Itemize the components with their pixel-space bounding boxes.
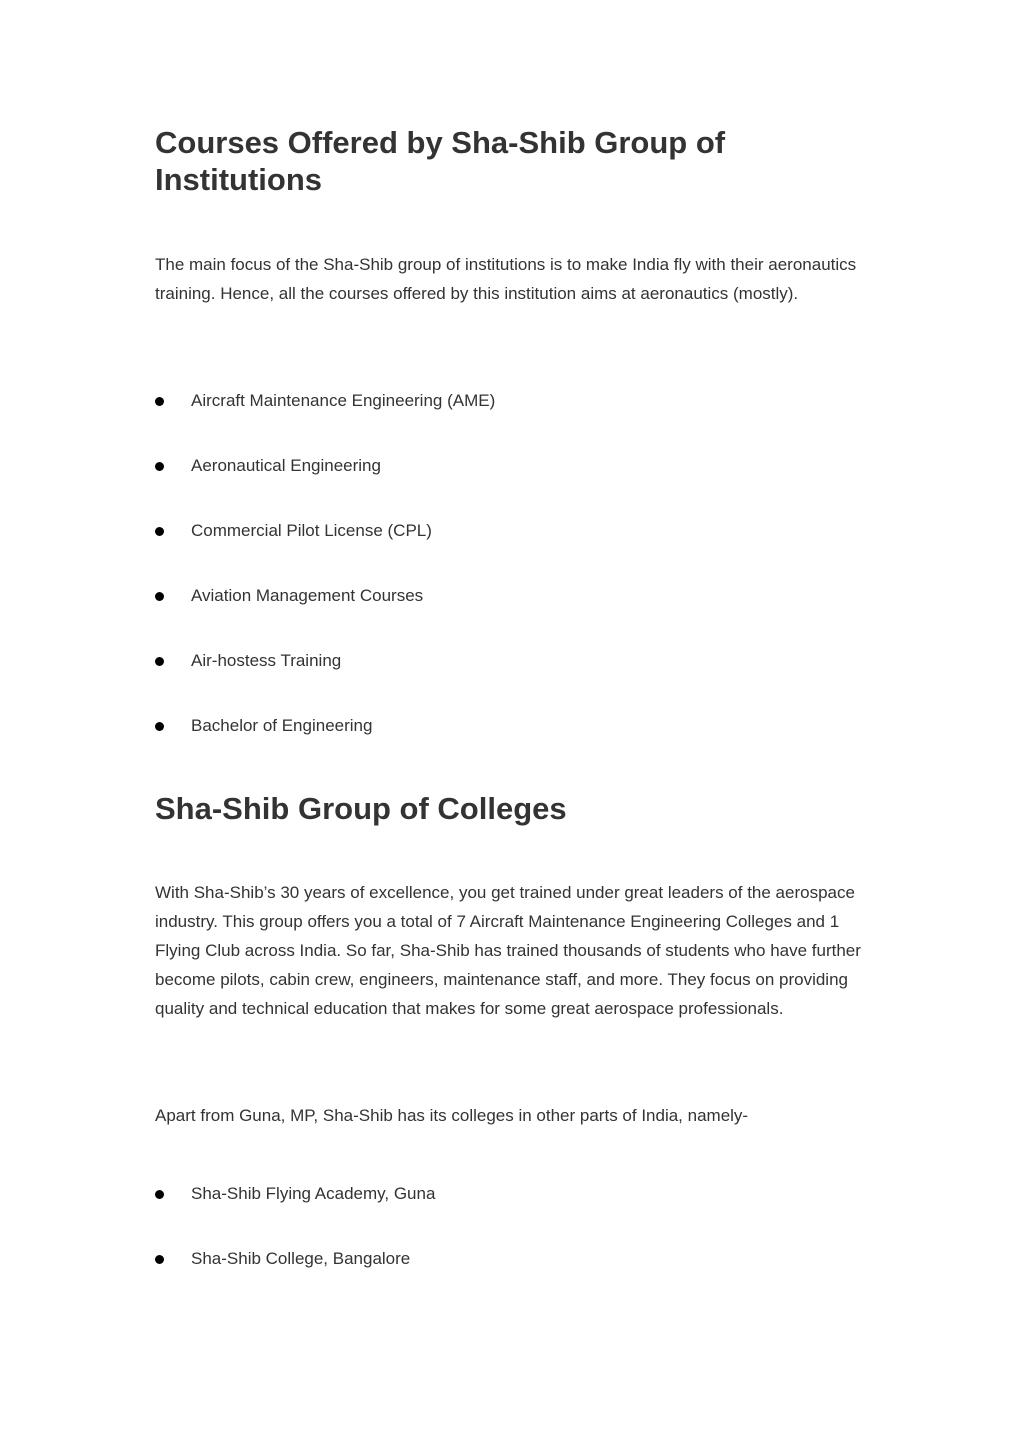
course-label: Aviation Management Courses (191, 586, 424, 605)
bullet-icon (155, 527, 164, 536)
section-heading-courses: Courses Offered by Sha-Shib Group of Institutions (155, 125, 726, 197)
list-item (155, 519, 432, 543)
course-label: Aircraft Maintenance Engineering (AME) (191, 391, 496, 410)
bullet-icon (155, 592, 164, 601)
bullet-icon (155, 462, 164, 471)
list-item (155, 389, 495, 413)
section-heading-colleges: Sha-Shib Group of Colleges (155, 791, 567, 826)
list-item (155, 1182, 435, 1206)
bullet-icon (155, 397, 164, 406)
bullet-icon (155, 722, 164, 731)
list-item (155, 584, 423, 608)
college-label: Sha-Shib Flying Academy, Guna (191, 1184, 436, 1203)
list-item (155, 714, 372, 738)
list-item (155, 1247, 410, 1271)
bullet-icon (155, 1190, 164, 1199)
course-label: Air-hostess Training (191, 651, 342, 670)
list-item (155, 649, 341, 673)
locations-paragraph: Apart from Guna, MP, Sha-Shib has its colleges in other parts of India, namely- (155, 1106, 749, 1125)
course-label: Aeronautical Engineering (191, 456, 381, 475)
course-label: Commercial Pilot License (CPL) (191, 521, 432, 540)
bullet-icon (155, 657, 164, 666)
course-label: Bachelor of Engineering (191, 716, 373, 735)
colleges-paragraph: With Sha-Shib’s 30 years of excellence, you get trained under great leaders of the aerospace industry. This group offers you a total of 7 Aircraft Maintenance Engineering Colleges and 1 Flying Club across India. So far, Sha-Shib has trained thousands of students who have further become pilots, cabin crew, engineers, maintenance staff, and more. They focus on providing quality and technical education that makes for some great aerospace professionals. (155, 883, 861, 1018)
college-label: Sha-Shib College, Bangalore (191, 1249, 411, 1268)
list-item (155, 454, 381, 478)
bullet-icon (155, 1255, 164, 1264)
intro-paragraph: The main focus of the Sha-Shib group of institutions is to make India fly with their aeronautics training. Hence, all the courses offered by this institution aims at aeronautics (mostly). (155, 255, 857, 303)
